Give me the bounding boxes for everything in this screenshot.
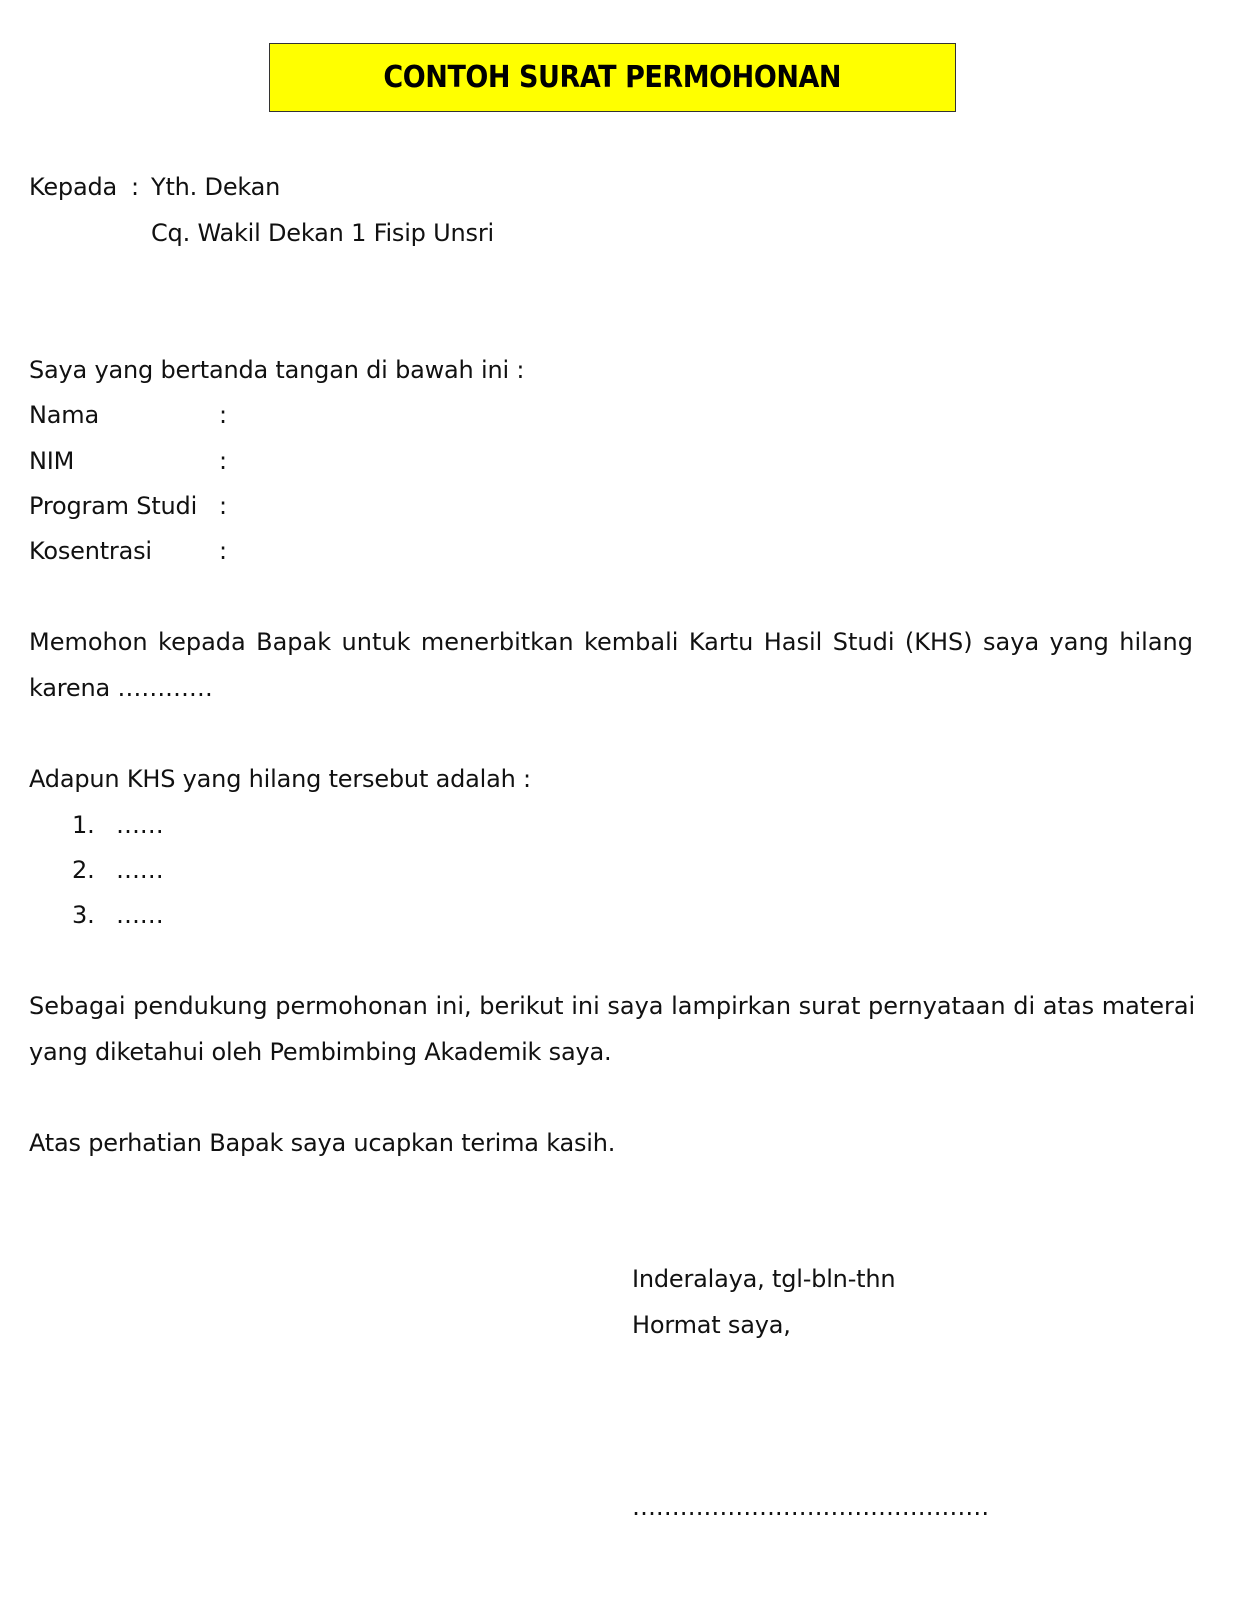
- closing-text: Atas perhatian Bapak saya ucapkan terima kasih.: [29, 1129, 616, 1157]
- lost-list-number-1: 1.: [72, 811, 95, 839]
- field-colon-program-studi: :: [219, 492, 227, 520]
- document-title: CONTOH SURAT PERMOHONAN: [383, 60, 842, 95]
- title-box: [269, 43, 956, 112]
- support-line-1: Sebagai pendukung permohonan ini, berikut ini saya lampirkan surat pernyataan di atas materai: [29, 992, 1196, 1020]
- field-label-program-studi: Program Studi: [29, 492, 198, 520]
- regards-text: Hormat saya,: [632, 1311, 791, 1339]
- lost-list-item-2: ……: [116, 856, 164, 884]
- signature-name-line: ………………………………………: [632, 1493, 990, 1521]
- place-date: Inderalaya, tgl-bln-thn: [632, 1265, 896, 1293]
- lost-list-intro: Adapun KHS yang hilang tersebut adalah :: [29, 765, 531, 793]
- request-line-2: karena …………: [29, 674, 213, 702]
- lost-list-item-3: ……: [116, 901, 164, 929]
- recipient-colon: :: [131, 173, 139, 201]
- field-colon-kosentrasi: :: [219, 537, 227, 565]
- request-line-1: Memohon kepada Bapak untuk menerbitkan kembali Kartu Hasil Studi (KHS) saya yang hilang: [29, 628, 1193, 656]
- lost-list-item-1: ……: [116, 811, 164, 839]
- field-colon-nama: :: [219, 401, 227, 429]
- recipient-label: Kepada: [29, 173, 117, 201]
- lost-list-number-3: 3.: [72, 901, 95, 929]
- recipient-line-2: Cq. Wakil Dekan 1 Fisip Unsri: [151, 219, 494, 247]
- recipient-line-1: Yth. Dekan: [151, 173, 281, 201]
- field-label-nama: Nama: [29, 401, 99, 429]
- field-label-kosentrasi: Kosentrasi: [29, 537, 152, 565]
- field-label-nim: NIM: [29, 447, 75, 475]
- lost-list-number-2: 2.: [72, 856, 95, 884]
- field-colon-nim: :: [219, 447, 227, 475]
- intro-text: Saya yang bertanda tangan di bawah ini :: [29, 356, 525, 384]
- support-line-2: yang diketahui oleh Pembimbing Akademik saya.: [29, 1038, 612, 1066]
